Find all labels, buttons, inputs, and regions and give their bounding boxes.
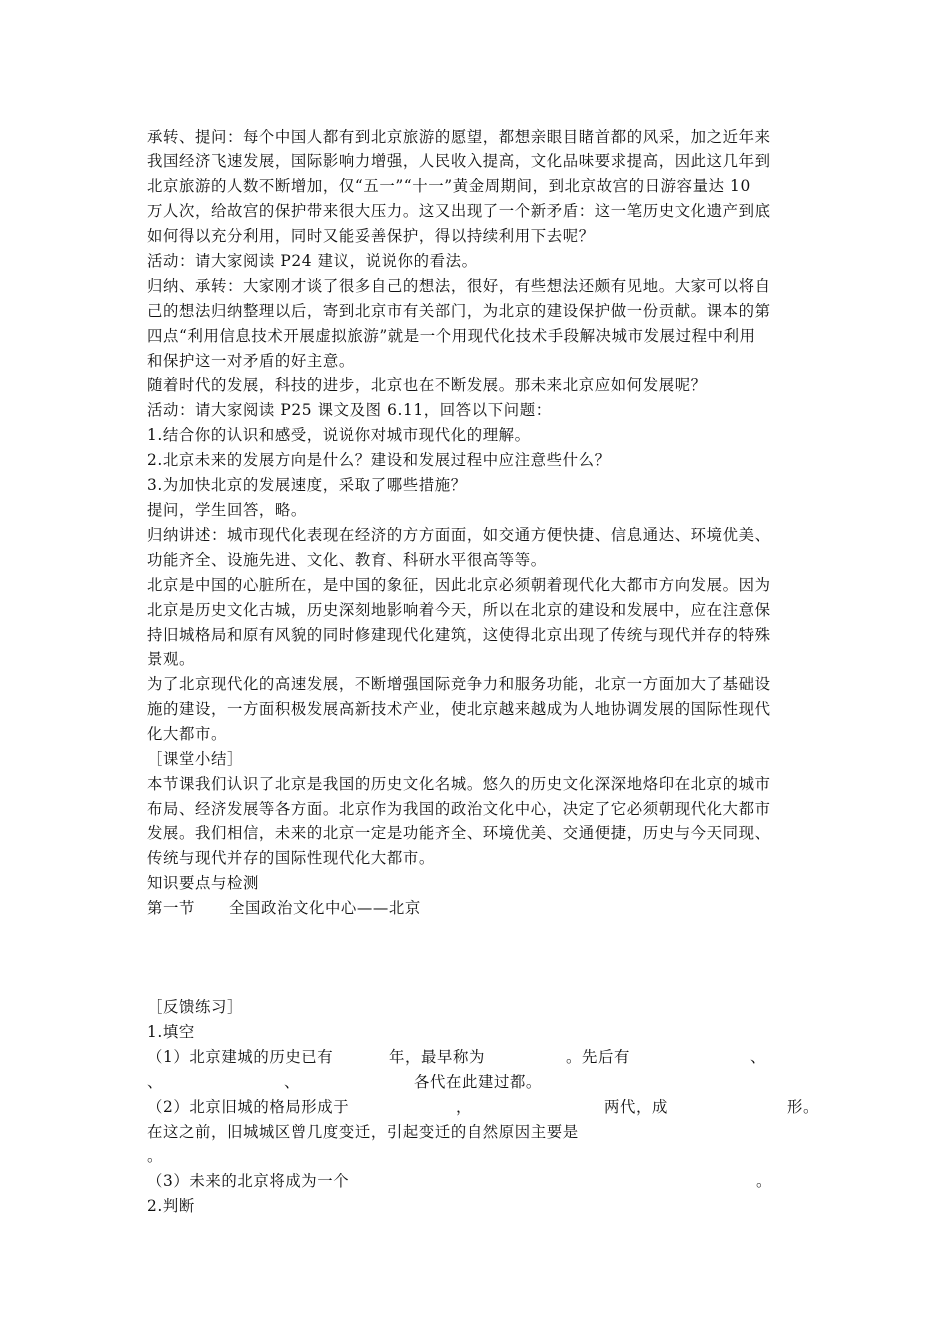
text-line: 万人次，给故宫的保护带来很大压力。这又出现了一个新矛盾：这一笔历史文化遗产到底 bbox=[147, 202, 771, 220]
text-line: 承转、提问：每个中国人都有到北京旅游的愿望，都想亲眼目睹首都的风采，加之近年来 bbox=[147, 128, 771, 146]
text-line: 景观。 bbox=[147, 650, 195, 668]
text-line: 功能齐全、设施先进、文化、教育、科研水平很高等等。 bbox=[147, 551, 547, 569]
text-line: 四点“利用信息技术开展虚拟旅游”就是一个用现代化技术手段解决城市发展过程中利用 bbox=[147, 327, 756, 345]
text-line: 和保护这一对矛盾的好主意。 bbox=[147, 352, 355, 370]
activity-line: 活动：请大家阅读 P25 课文及图 6.11，回答以下问题： bbox=[147, 401, 552, 419]
section-heading: ［课堂小结］ bbox=[147, 750, 243, 768]
fill-question: （2）北京旧城的格局形成于 bbox=[147, 1098, 350, 1116]
text-line: 持旧城格局和原有风貌的同时修建现代化建筑，这使得北京出现了传统与现代并存的特殊 bbox=[147, 626, 771, 644]
exercise-heading: ［反馈练习］ bbox=[147, 998, 243, 1016]
text-line: 化大都市。 bbox=[147, 725, 227, 743]
text-line: 布局、经济发展等各方面。北京作为我国的政治文化中心，决定了它必须朝现代化大都市 bbox=[147, 800, 771, 818]
fill-question: 。 bbox=[756, 1172, 772, 1190]
text-line: 归纳、承转：大家刚才谈了很多自己的想法，很好，有些想法还颇有见地。大家可以将自 bbox=[147, 277, 771, 295]
text-line: 如何得以充分利用，同时又能妥善保护，得以持续利用下去呢？ bbox=[147, 227, 595, 245]
text-line: 本节课我们认识了北京是我国的历史文化名城。悠久的历史文化深深地烙印在北京的城市 bbox=[147, 775, 771, 793]
fill-question: （3）未来的北京将成为一个 bbox=[147, 1172, 350, 1190]
text-line: 为了北京现代化的高速发展，不断增强国际竞争力和服务功能，北京一方面加大了基础设 bbox=[147, 675, 771, 693]
text-line: 北京是中国的心脏所在，是中国的象征，因此北京必须朝着现代化大都市方向发展。因为 bbox=[147, 576, 771, 594]
text-line: 归纳讲述：城市现代化表现在经济的方方面面，如交通方便快捷、信息通达、环境优美、 bbox=[147, 526, 771, 544]
fill-question: 形。 bbox=[787, 1098, 819, 1116]
text-line: 北京是历史文化古城，历史深刻地影响着今天，所以在北京的建设和发展中，应在注意保 bbox=[147, 601, 771, 619]
text-line: 北京旅游的人数不断增加，仅“五一”“十一”黄金周期间，到北京故宫的日游容量达 10 bbox=[147, 177, 751, 195]
text-line: 施的建设，一方面积极发展高新技术产业，使北京越来越成为人地协调发展的国际性现代 bbox=[147, 700, 771, 718]
judge-heading: 2.判断 bbox=[147, 1197, 195, 1215]
fill-question: ， bbox=[456, 1098, 472, 1116]
fill-question: 在这之前，旧城城区曾几度变迁，引起变迁的自然原因主要是 bbox=[147, 1123, 579, 1141]
fill-question: 、 bbox=[750, 1048, 766, 1066]
fill-question: 两代，成 bbox=[604, 1098, 668, 1116]
text-line: 发展。我们相信，未来的北京一定是功能齐全、环境优美、交通便捷，历史与今天同现、 bbox=[147, 824, 771, 842]
text-line: 己的想法归纳整理以后，寄到北京市有关部门，为北京的建设保护做一份贡献。课本的第 bbox=[147, 302, 771, 320]
fill-heading: 1.填空 bbox=[147, 1023, 195, 1041]
text-line: 我国经济飞速发展，国际影响力增强，人民收入提高，文化品味要求提高，因此这几年到 bbox=[147, 152, 771, 170]
text-line: 提问，学生回答，略。 bbox=[147, 501, 307, 519]
fill-question: 。 bbox=[147, 1147, 163, 1165]
fill-question: 。先后有 bbox=[566, 1048, 630, 1066]
fill-question: （1）北京建城的历史已有 bbox=[147, 1048, 334, 1066]
fill-question: 、 bbox=[284, 1073, 300, 1091]
text-line: 随着时代的发展，科技的进步，北京也在不断发展。那未来北京应如何发展呢？ bbox=[147, 376, 707, 394]
question-line: 3.为加快北京的发展速度，采取了哪些措施？ bbox=[147, 476, 467, 494]
question-line: 2.北京未来的发展方向是什么？建设和发展过程中应注意些什么？ bbox=[147, 451, 611, 469]
fill-question: 年，最早称为 bbox=[389, 1048, 485, 1066]
section-label: 第一节 bbox=[147, 899, 195, 917]
section-title: 全国政治文化中心——北京 bbox=[229, 899, 421, 917]
fill-question: 、 bbox=[147, 1073, 163, 1091]
text-line: 传统与现代并存的国际性现代化大都市。 bbox=[147, 849, 435, 867]
section-heading: 知识要点与检测 bbox=[147, 874, 259, 892]
fill-question: 各代在此建过都。 bbox=[414, 1073, 542, 1091]
question-line: 1.结合你的认识和感受，说说你对城市现代化的理解。 bbox=[147, 426, 531, 444]
activity-line: 活动：请大家阅读 P24 建议，说说你的看法。 bbox=[147, 252, 478, 270]
